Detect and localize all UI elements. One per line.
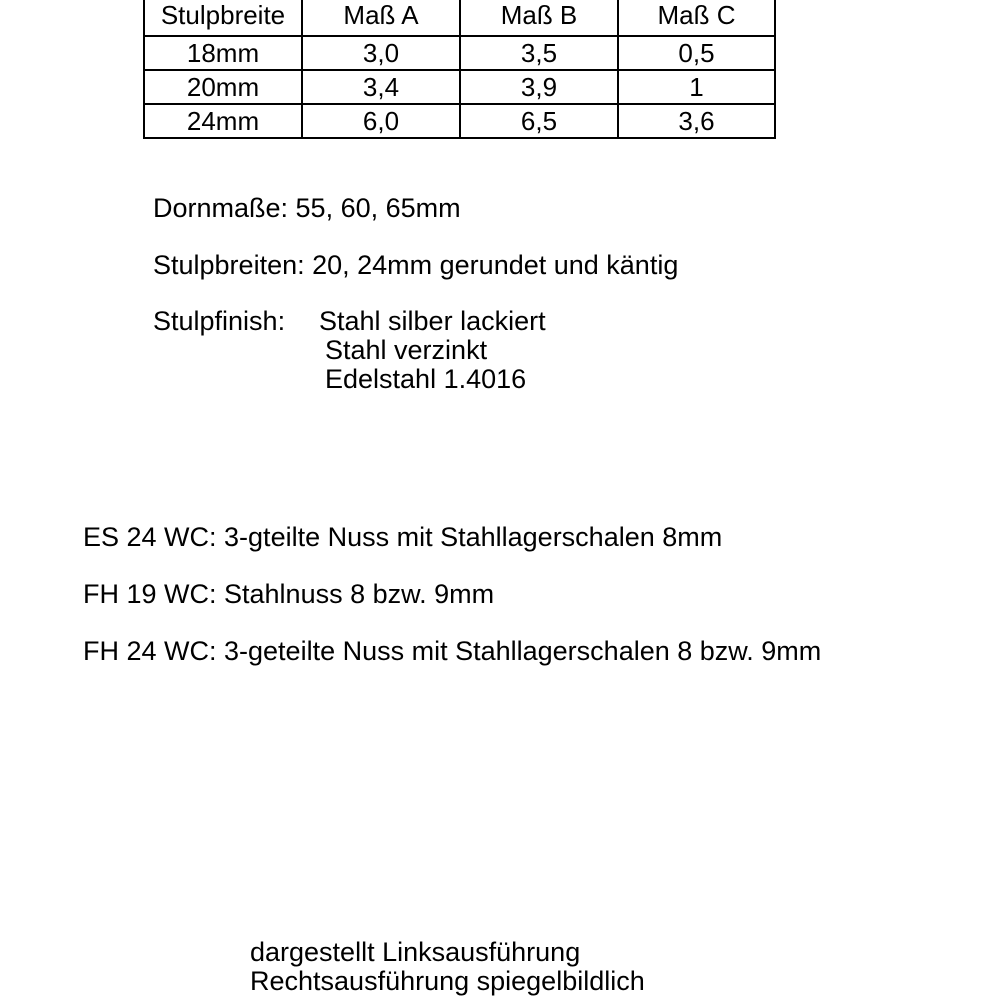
table-cell: 0,5 [618, 36, 775, 70]
stulpfinish-label: Stulpfinish: [153, 306, 286, 336]
finish-value: Stahl verzinkt [325, 335, 488, 365]
table-cell: 6,0 [302, 104, 460, 138]
table-cell: 3,6 [618, 104, 775, 138]
footnote-line: Rechtsausführung spiegelbildlich [250, 966, 645, 996]
table-cell: 18mm [144, 36, 302, 70]
table-cell: 3,4 [302, 70, 460, 104]
footnote-line: dargestellt Linksausführung [250, 937, 581, 967]
table-cell: 1 [618, 70, 775, 104]
stulpfinish-block [153, 307, 546, 394]
table-cell: 3,0 [302, 36, 460, 70]
table-header-row [144, 0, 775, 36]
table-cell: 6,5 [460, 104, 618, 138]
footnote [250, 938, 645, 996]
table-cell: 3,9 [460, 70, 618, 104]
table-cell: 20mm [144, 70, 302, 104]
stulpfinish-values [319, 307, 546, 394]
model-fh-19-wc: FH 19 WC: Stahlnuss 8 bzw. 9mm [83, 579, 495, 609]
header-mass-b: Maß B [460, 0, 618, 36]
stulpbreiten-text: Stulpbreiten: 20, 24mm gerundet und käntig [153, 250, 679, 280]
header-stulpbreite: Stulpbreite [144, 0, 302, 36]
model-fh-24-wc: FH 24 WC: 3-geteilte Nuss mit Stahllagerschalen 8 bzw. 9mm [83, 636, 822, 666]
header-mass-c: Maß C [618, 0, 775, 36]
table-row [144, 70, 775, 104]
finish-value: Edelstahl 1.4016 [325, 364, 527, 394]
table-cell: 3,5 [460, 36, 618, 70]
table-row [144, 104, 775, 138]
dornmasse-text: Dornmaße: 55, 60, 65mm [153, 193, 461, 223]
model-es-24-wc: ES 24 WC: 3-gteilte Nuss mit Stahllagerschalen 8mm [83, 522, 723, 552]
header-mass-a: Maß A [302, 0, 460, 36]
dimension-table [143, 0, 776, 139]
finish-value: Stahl silber lackiert [319, 306, 546, 336]
table-cell: 24mm [144, 104, 302, 138]
table-row [144, 36, 775, 70]
